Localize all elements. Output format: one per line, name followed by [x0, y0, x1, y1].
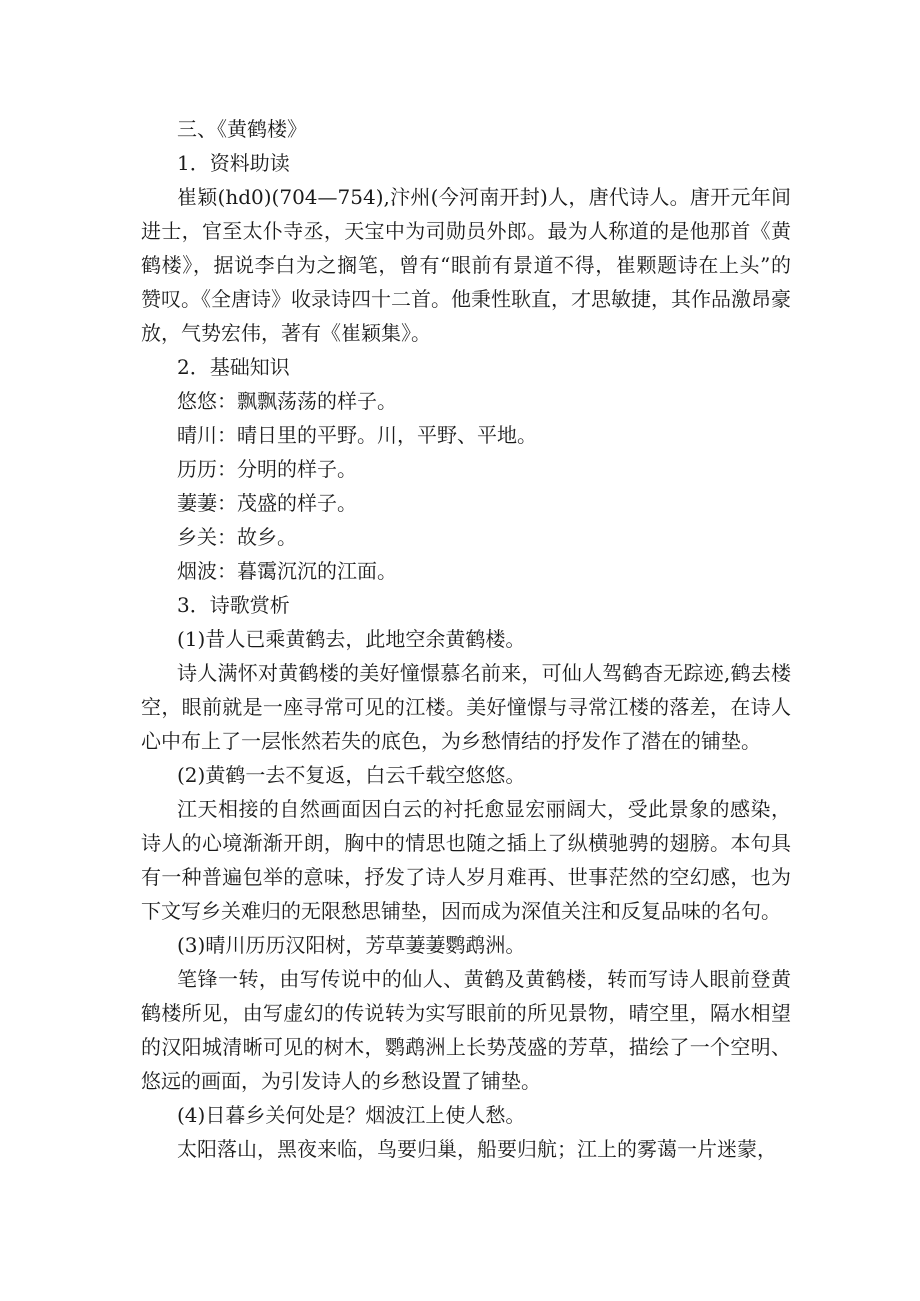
vocab-item: 烟波：暮霭沉沉的江面。 [177, 559, 397, 583]
verse-line: (2)黄鹤一去不复返，白云千载空悠悠。 [177, 763, 526, 787]
heading-analysis: 3．诗歌赏析 [177, 593, 290, 617]
verse-line: (3)晴川历历汉阳树，芳草萋萋鹦鹉洲。 [177, 933, 526, 957]
analysis-paragraph: 江天相接的自然画面因白云的衬托愈显宏丽阔大，受此景象的感染，诗人的心境渐渐开朗，胸中的情思也随之插上了纵横驰骋的翅膀。本句具有一种普遍包举的意味，抒发了诗人岁月难再、世事茫然的空幻感，也为下文写乡关难归的无限愁思铺垫，因而成为深值关注和反复品味的名句。 [141, 797, 791, 923]
vocab-item: 乡关：故乡。 [177, 525, 297, 549]
vocab-item: 晴川：晴日里的平野。川，平野、平地。 [177, 423, 537, 447]
document-body [141, 112, 791, 1166]
biography-paragraph: 崔颖(hd0)(704—754),汴州(今河南开封)人，唐代诗人。唐开元年间进士，官至太仆寺丞，天宝中为司勋员外郎。最为人称道的是他那首《黄鹤楼》，据说李白为之搁笔，曾有“眼前有景道不得，崔颗题诗在上头”的赞叹。《全唐诗》收录诗四十二首。他秉性耿直，才思敏捷，其作品激昂豪放，气势宏伟，著有《崔颖集》。 [141, 185, 791, 345]
verse-line: (1)昔人已乘黄鹤去，此地空余黄鹤楼。 [177, 627, 526, 651]
vocab-item: 历历：分明的样子。 [177, 457, 357, 481]
analysis-paragraph: 诗人满怀对黄鹤楼的美好憧憬慕名前来，可仙人驾鹤杳无踪迹,鹤去楼空，眼前就是一座寻常可见的江楼。美好憧憬与寻常江楼的落差，在诗人心中布上了一层怅然若失的底色，为乡愁情结的抒发作了潜在的铺垫。 [141, 661, 791, 753]
vocab-item: 悠悠：飘飘荡荡的样子。 [177, 389, 397, 413]
verse-line: (4)日暮乡关何处是？烟波江上使人愁。 [177, 1103, 526, 1127]
analysis-paragraph: 笔锋一转，由写传说中的仙人、黄鹤及黄鹤楼，转而写诗人眼前登黄鹤楼所见，由写虚幻的传说转为实写眼前的所见景物，晴空里，隔水相望的汉阳城清晰可见的树木，鹦鹉洲上长势茂盛的芳草，描绘了一个空明、悠远的画面，为引发诗人的乡愁设置了铺垫。 [141, 967, 791, 1093]
heading-materials: 1．资料助读 [177, 151, 290, 175]
analysis-paragraph: 太阳落山，黑夜来临，鸟要归巢，船要归航；江上的雾蔼一片迷蒙， [177, 1137, 777, 1161]
heading-basics: 2．基础知识 [177, 355, 290, 379]
section-title: 三、《黄鹤楼》 [177, 117, 307, 141]
vocab-item: 萋萋：茂盛的样子。 [177, 491, 357, 515]
